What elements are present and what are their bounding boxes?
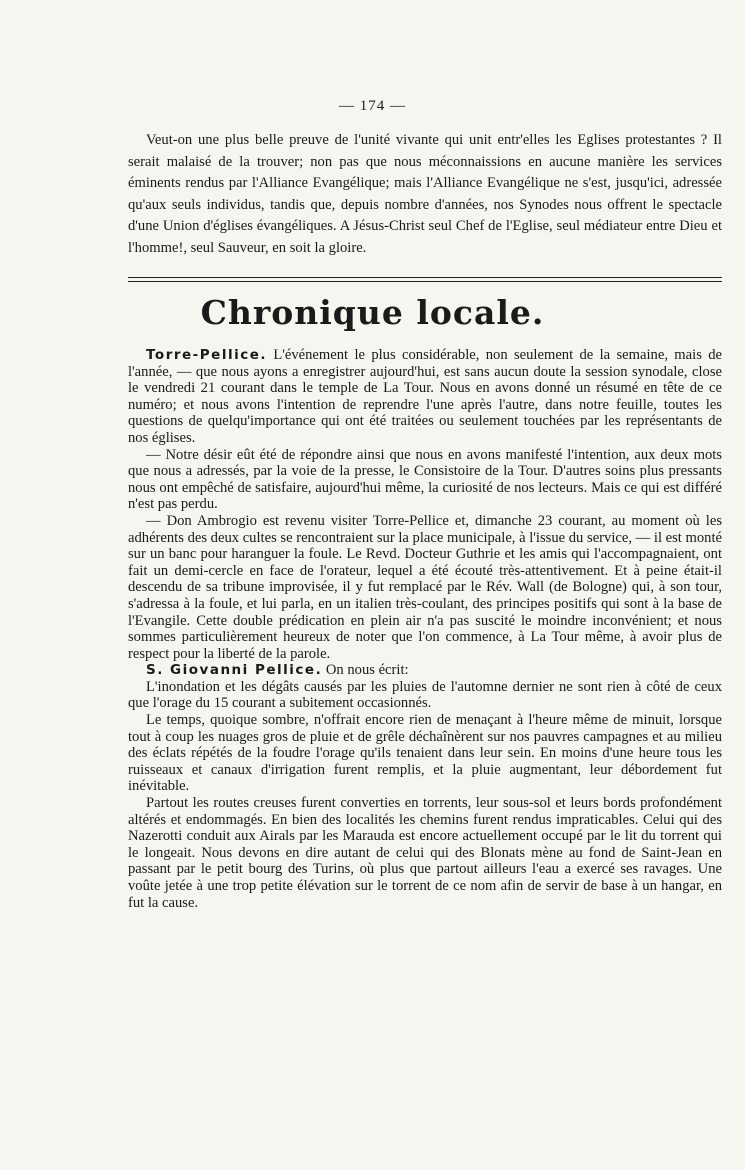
torre-paragraph-3: — Don Ambrogio est revenu visiter Torre-Pellice et, dimanche 23 courant, au moment où les adhérents des deux cultes se rencontraient sur la place municipale, à l'issue du service, — il est monté sur un banc pour haranguer la foule. Le Revd. Docteur Guthrie et les amis qui l'accompagnaient, ont fait un demi-cercle en face de l'orateur, lequel a été écouté très-attentivement. Et à peine était-il descendu de sa tribune improvisée, il y fut remplacé par le Rév. Wall (de Bologne) qui, à son tour, s'adressa à la foule, et lui parla, en un italien très-coulant, des principes positifs qui sont à la base de l'Evangile. Cette double prédication en plein air n'a pas suscité le moindre inconvénient; et nous sommes particulièrement heureux de noter que l'on commence, à La Tour même, à avoir plus de respect pour la liberté de la parole. xyxy=(128,512,722,662)
torre-paragraph-1 xyxy=(128,347,722,447)
intro-text: Veut-on une plus belle preuve de l'unité vivante qui unit entr'elles les Eglises protestantes ? Il serait malaisé de la trouver; non pas que nous méconnaissions en aucune manière les services éminents rendus par l'Alliance Evangélique; mais l'Alliance Evangélique ne s'est, jusqu'ici, adressée qu'aux seuls individus, tandis que, depuis nombre d'années, nos Synodes nous offrent le spectacle d'une Union d'églises évangéliques. A Jésus-Christ seul Chef de l'Eglise, seul médiateur entre Dieu et l'homme!, seul Sauveur, en soit la gloire. xyxy=(128,132,722,256)
page-number: — 174 — xyxy=(339,98,406,114)
torre-text-1: L'événement le plus considérable, non seulement de la semaine, mais de l'année, — que nous ayons a enregistrer aujourd'hui, est sans aucun doute la session synodale, close le vendredi 21 courant dans le temple de La Tour. Nous en avons donné un résumé en tête de ce numéro; et nous avons l'intention de reprendre l'une après l'autre, dans notre feuille, toutes les questions de quelqu'importance qui ont été traitées ou seulement touchées par les représentants de nos églises. xyxy=(128,347,722,446)
torre-paragraph-2: — Notre désir eût été de répondre ainsi que nous en avons manifesté l'intention, aux deux mots que nous a adressés, par la voie de la presse, le Consistoire de la Tour. D'autres soins plus pressants nous ont empêché de satisfaire, aujourd'hui même, la curiosité de nos lecteurs. Mais ce qui est différé n'est pas perdu. xyxy=(128,446,722,513)
giovanni-paragraph-2: Le temps, quoique sombre, n'offrait encore rien de menaçant à l'heure même de minuit, lorsque tout à coup les nuages gros de pluie et de grêle déchaînèrent sur nos pauvres campagnes et au milieu des éclats répétés de la foudre l'orage qu'ils tenaient dans leur sein. En moins d'une heure tous les ruisseaux et canaux d'irrigation furent remplis, et la pluie augmentant, leur débordement fut inévitable. xyxy=(128,712,722,795)
place-san-giovanni: S. Giovanni Pellice. xyxy=(146,662,323,679)
intro-paragraph xyxy=(128,130,722,260)
chronicle-body xyxy=(128,347,722,911)
section-rule-thin xyxy=(128,281,722,282)
giovanni-paragraph-1: L'inondation et les dégâts causés par les pluies de l'automne dernier ne sont rien à côté de ceux que l'orage du 15 courant a subitement occasionnés. xyxy=(128,678,722,712)
section-rule xyxy=(128,277,722,278)
place-torre-pellice: Torre-Pellice. xyxy=(146,347,267,363)
giovanni-lead: On nous écrit: xyxy=(325,662,409,679)
section-heading: Chronique locale. xyxy=(200,293,545,332)
giovanni-paragraph-3: Partout les routes creuses furent converties en torrents, leur sous-sol et leurs bords profondément altérés et endommagés. En bien des localités les chemins furent rendus impraticables. Celui qui des Nazerotti conduit aux Airals par les Marauda est encore actuellement occupé par le lit du torrent qui le longeait. Nous devons en dire autant de celui qui des Blonats mène au fond de Saint-Jean en passant par le petit bourg des Turins, où plus que partout ailleurs l'eau a exercé ses ravages. Une voûte jetée à une trop petite élévation sur le torrent de ce nom afin de servir de base à un hangar, en fut la cause. xyxy=(128,795,722,911)
giovanni-paragraph-lead xyxy=(128,662,722,679)
